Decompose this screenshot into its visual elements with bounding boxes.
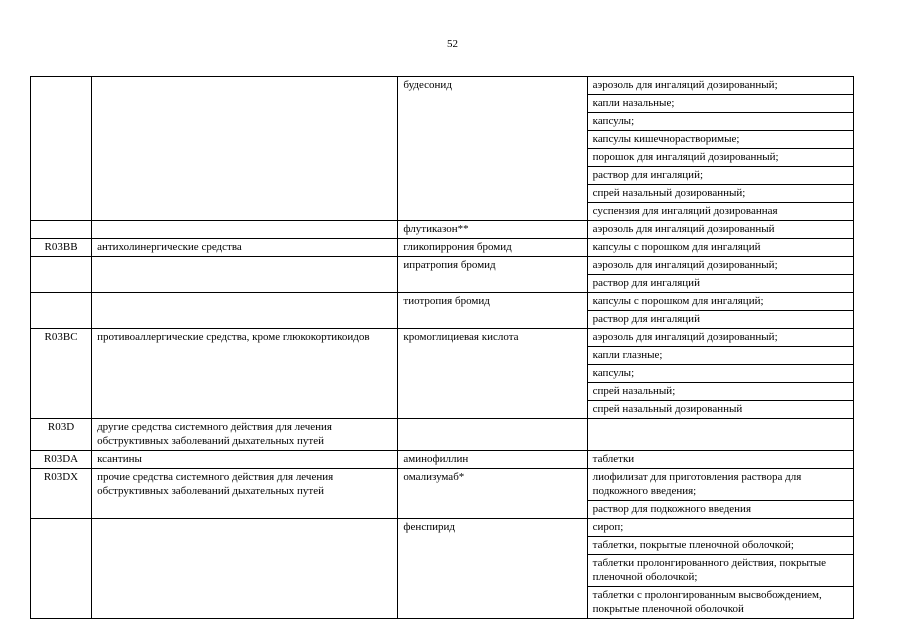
page-number: 52 — [447, 38, 458, 50]
drug-name-cell — [398, 419, 587, 451]
group-name-cell — [92, 221, 398, 239]
drug-name-cell: ипратропия бромид — [398, 257, 587, 293]
dosage-form-cell — [587, 419, 853, 451]
dosage-form-cell: капсулы; — [587, 365, 853, 383]
group-name-cell: противоаллергические средства, кроме глюкокортикоидов — [92, 329, 398, 419]
drug-table — [30, 76, 854, 619]
atc-code-cell — [31, 221, 92, 239]
dosage-form-cell: раствор для подкожного введения — [587, 501, 853, 519]
table-row — [31, 419, 854, 451]
dosage-form-cell: капсулы; — [587, 113, 853, 131]
dosage-form-cell: аэрозоль для ингаляций дозированный; — [587, 329, 853, 347]
dosage-form-cell: таблетки, покрытые пленочной оболочкой; — [587, 537, 853, 555]
atc-code-cell — [31, 77, 92, 221]
dosage-form-cell: капли глазные; — [587, 347, 853, 365]
group-name-cell: антихолинергические средства — [92, 239, 398, 257]
dosage-form-cell: капли назальные; — [587, 95, 853, 113]
atc-code-cell — [31, 519, 92, 619]
dosage-form-cell: спрей назальный дозированный — [587, 401, 853, 419]
atc-code-cell: R03D — [31, 419, 92, 451]
group-name-cell: прочие средства системного действия для лечения обструктивных заболеваний дыхательных путей — [92, 469, 398, 519]
dosage-form-cell: суспензия для ингаляций дозированная — [587, 203, 853, 221]
atc-code-cell: R03DA — [31, 451, 92, 469]
drug-name-cell: тиотропия бромид — [398, 293, 587, 329]
atc-code-cell: R03BB — [31, 239, 92, 257]
drug-name-cell: гликопиррония бромид — [398, 239, 587, 257]
drug-name-cell: аминофиллин — [398, 451, 587, 469]
group-name-cell: ксантины — [92, 451, 398, 469]
dosage-form-cell: раствор для ингаляций — [587, 275, 853, 293]
group-name-cell — [92, 293, 398, 329]
table-row — [31, 257, 854, 275]
table-row — [31, 329, 854, 347]
drug-name-cell: омализумаб* — [398, 469, 587, 519]
table-row — [31, 519, 854, 537]
table-row — [31, 293, 854, 311]
drug-name-cell: кромоглициевая кислота — [398, 329, 587, 419]
table-row — [31, 451, 854, 469]
group-name-cell — [92, 77, 398, 221]
atc-code-cell: R03DX — [31, 469, 92, 519]
group-name-cell — [92, 257, 398, 293]
table-row — [31, 77, 854, 95]
dosage-form-cell: раствор для ингаляций — [587, 311, 853, 329]
dosage-form-cell: таблетки — [587, 451, 853, 469]
drug-name-cell: флутиказон** — [398, 221, 587, 239]
drug-name-cell: будесонид — [398, 77, 587, 221]
dosage-form-cell: аэрозоль для ингаляций дозированный — [587, 221, 853, 239]
dosage-form-cell: лиофилизат для приготовления раствора для подкожного введения; — [587, 469, 853, 501]
atc-code-cell — [31, 293, 92, 329]
dosage-form-cell: таблетки пролонгированного действия, покрытые пленочной оболочкой; — [587, 555, 853, 587]
dosage-form-cell: капсулы с порошком для ингаляций; — [587, 293, 853, 311]
atc-code-cell: R03BC — [31, 329, 92, 419]
dosage-form-cell: таблетки с пролонгированным высвобождением, покрытые пленочной оболочкой — [587, 587, 853, 619]
dosage-form-cell: раствор для ингаляций; — [587, 167, 853, 185]
dosage-form-cell: порошок для ингаляций дозированный; — [587, 149, 853, 167]
table-row — [31, 221, 854, 239]
dosage-form-cell: спрей назальный; — [587, 383, 853, 401]
group-name-cell: другие средства системного действия для лечения обструктивных заболеваний дыхательных путей — [92, 419, 398, 451]
dosage-form-cell: капсулы кишечнорастворимые; — [587, 131, 853, 149]
dosage-form-cell: аэрозоль для ингаляций дозированный; — [587, 77, 853, 95]
dosage-form-cell: сироп; — [587, 519, 853, 537]
table-row — [31, 239, 854, 257]
table-row — [31, 469, 854, 501]
dosage-form-cell: аэрозоль для ингаляций дозированный; — [587, 257, 853, 275]
group-name-cell — [92, 519, 398, 619]
drug-name-cell: фенспирид — [398, 519, 587, 619]
atc-code-cell — [31, 257, 92, 293]
dosage-form-cell: капсулы с порошком для ингаляций — [587, 239, 853, 257]
dosage-form-cell: спрей назальный дозированный; — [587, 185, 853, 203]
